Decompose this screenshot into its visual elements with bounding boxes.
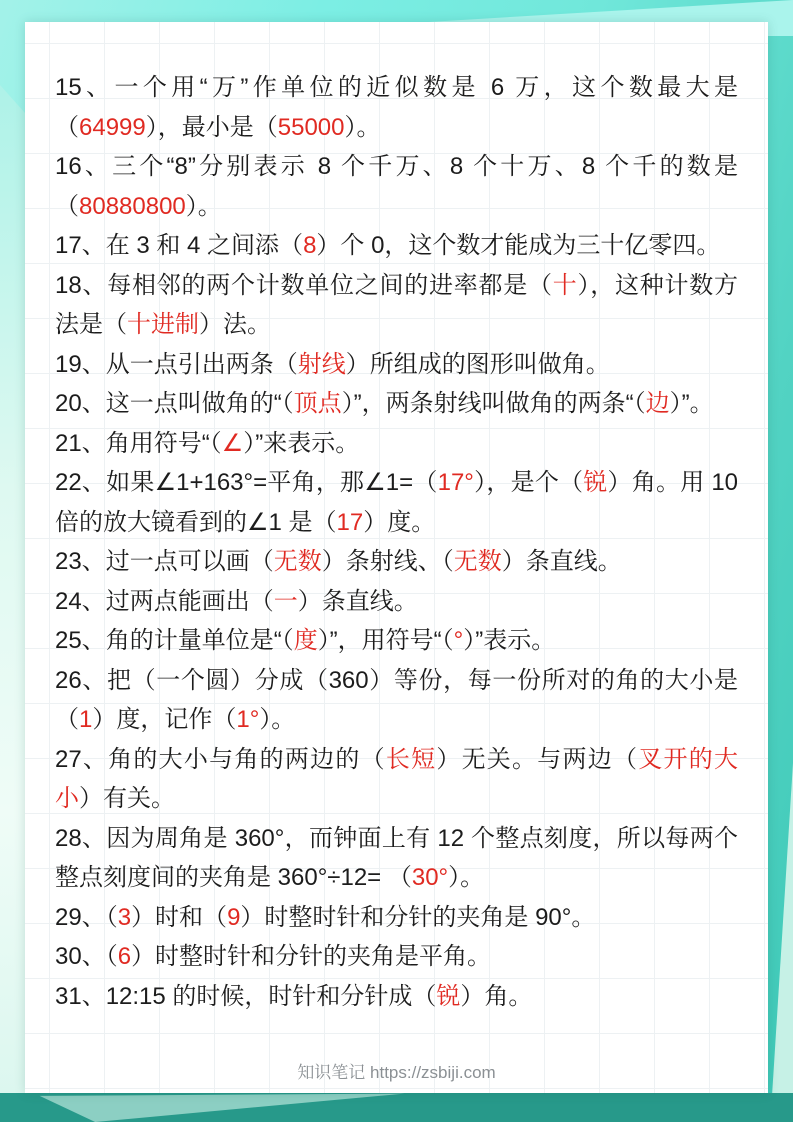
- note-text: 22、如果∠1+163°=平角，那∠1=（: [55, 469, 438, 496]
- note-text: 21、角用符号“（: [55, 429, 222, 457]
- note-answer: 长短: [385, 745, 437, 773]
- note-item: [55, 463, 738, 542]
- note-answer: 55000: [277, 113, 345, 141]
- note-answer: 9: [227, 903, 241, 931]
- note-text: 26、把（一个圆）分成（360）等份，每一份所对的角的大小是（: [55, 666, 738, 733]
- note-answer: 6: [117, 943, 132, 970]
- note-text: 15、一个用“万”作单位的近似数是 6 万，这个数最大是（: [55, 74, 738, 141]
- note-answer: 度: [293, 627, 318, 654]
- note-item: [55, 384, 738, 424]
- note-item: [55, 266, 738, 345]
- note-item: [55, 621, 738, 661]
- notes-list: [55, 68, 738, 1016]
- note-text: ）法。: [199, 311, 271, 338]
- note-text: ）。: [448, 864, 485, 891]
- note-text: ）条直线。: [501, 548, 622, 575]
- note-item: [55, 661, 738, 740]
- note-text: 23、过一点可以画（: [55, 548, 274, 575]
- note-answer: 80880800: [79, 192, 186, 220]
- note-text: ）角。用 10 倍的放大镜看到的∠1 是（: [55, 469, 739, 536]
- note-answer: 30°: [411, 864, 449, 891]
- note-item: [55, 582, 738, 622]
- note-answer: ∠: [221, 429, 244, 457]
- note-text: ）时整时针和分针的夹角是平角。: [131, 943, 492, 970]
- note-answer: 1°: [236, 706, 260, 733]
- note-answer: 顶点: [293, 390, 342, 417]
- note-answer: 64999: [79, 113, 146, 141]
- note-answer: 1: [79, 706, 93, 733]
- note-answer: 无数: [273, 548, 322, 575]
- note-item: [55, 977, 738, 1017]
- note-answer: 锐: [583, 469, 608, 496]
- note-answer: °: [453, 627, 464, 654]
- note-text: 28、因为周角是 360°，而钟面上有 12 个整点刻度，所以每两个整点刻度间的夹角是 360°÷12= （: [55, 824, 738, 891]
- note-text: 16、三个“8”分别表示 8 个千万、8 个十万、8 个千的数是（: [55, 153, 738, 220]
- note-text: ）”，用符号“（: [317, 627, 454, 654]
- note-item: [55, 68, 738, 147]
- note-text: 17、在 3 和 4 之间添（: [55, 232, 304, 259]
- note-answer: 十进制: [127, 311, 199, 338]
- note-answer: 17°: [437, 469, 474, 496]
- note-answer: 3: [117, 903, 132, 931]
- note-answer: 十: [552, 271, 578, 299]
- note-text: ）。: [259, 706, 296, 733]
- note-answer: 边: [645, 390, 670, 417]
- note-text: ）度，记作（: [92, 706, 237, 733]
- note-answer: 17: [336, 508, 364, 536]
- note-text: ）”。: [669, 390, 714, 417]
- note-text: 19、从一点引出两条（: [55, 350, 298, 378]
- note-text: ）条射线、（: [321, 548, 454, 575]
- note-item: [55, 819, 738, 898]
- note-text: ）度。: [363, 508, 436, 536]
- note-text: ）”，两条射线叫做角的两条“（: [341, 390, 646, 417]
- note-text: ）时整时针和分针的夹角是 90°。: [240, 903, 596, 931]
- note-text: ）”来表示。: [243, 429, 360, 457]
- note-item: [55, 898, 738, 938]
- note-answer: 无数: [453, 548, 502, 575]
- note-text: ），最小是（: [145, 113, 278, 141]
- note-text: ）时和（: [131, 903, 228, 931]
- note-text: ）。: [185, 192, 222, 220]
- note-text: ）所组成的图形叫做角。: [345, 350, 610, 378]
- note-item: [55, 937, 738, 977]
- note-answer: 射线: [297, 350, 346, 378]
- note-text: 30、（: [55, 943, 118, 970]
- note-text: 27、角的大小与角的两边的（: [55, 745, 386, 773]
- note-text: ）。: [344, 113, 381, 141]
- note-answer: 一: [273, 587, 298, 615]
- watermark-text: 知识笔记 https://zsbiji.com: [297, 1063, 496, 1082]
- note-text: ），这种计数方法是（: [55, 271, 739, 338]
- note-item: [55, 542, 738, 582]
- note-text: ）条直线。: [297, 587, 418, 615]
- note-text: ）有关。: [79, 785, 175, 812]
- notes-card: [25, 22, 768, 1093]
- note-item: [55, 424, 738, 464]
- note-text: ）角。: [460, 982, 533, 1010]
- note-text: 29、（: [55, 903, 118, 931]
- background-shape-left: [0, 85, 27, 1095]
- note-item: [55, 345, 738, 385]
- note-text: 31、12:15 的时候，时针和分针成（: [55, 982, 437, 1010]
- note-text: ）”表示。: [463, 627, 556, 654]
- note-text: 20、这一点叫做角的“（: [55, 390, 294, 417]
- note-answer: 8: [303, 232, 317, 259]
- note-text: ）个 0，这个数才能成为三十亿零四。: [316, 232, 721, 259]
- note-text: 25、角的计量单位是“（: [55, 627, 294, 654]
- note-text: ），是个（: [473, 469, 584, 496]
- note-answer: 叉开的大小: [55, 745, 738, 812]
- note-text: 24、过两点能画出（: [55, 587, 274, 615]
- note-item: [55, 226, 738, 266]
- note-text: 18、每相邻的两个计数单位之间的进率都是（: [55, 271, 553, 299]
- note-answer: 锐: [436, 982, 461, 1010]
- note-item: [55, 740, 738, 819]
- note-item: [55, 147, 738, 226]
- note-text: ）无关。与两边（: [436, 745, 639, 773]
